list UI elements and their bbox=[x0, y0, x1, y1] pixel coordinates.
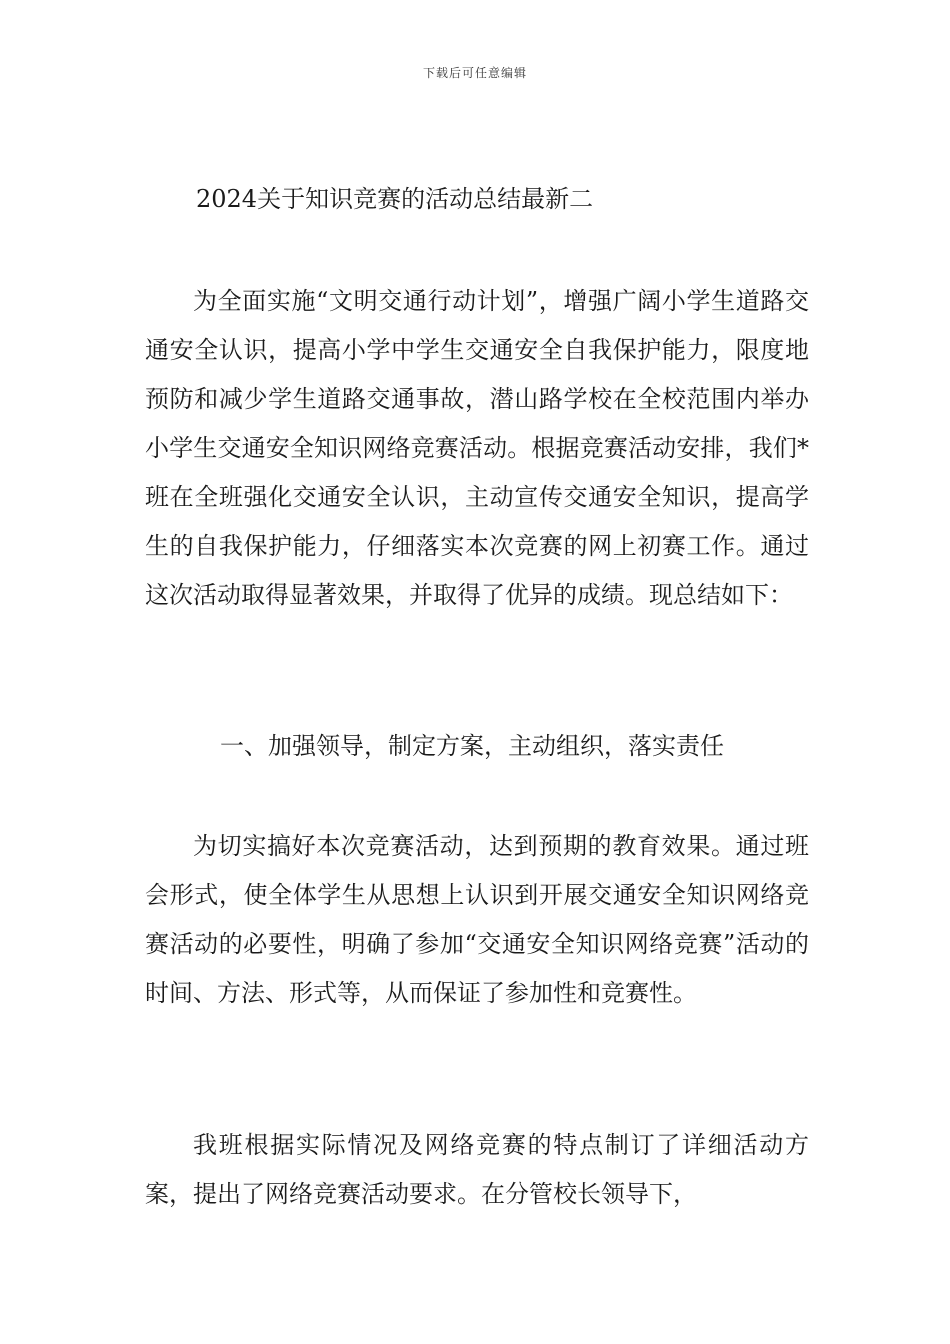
paragraph-section-1-continued: 我班根据实际情况及网络竞赛的特点制订了详细活动方案，提出了网络竞赛活动要求。在分管校长领导下， bbox=[145, 1131, 809, 1208]
section-heading-1: 一、加强领导，制定方案，主动组织，落实责任 bbox=[220, 732, 724, 760]
header-note: 下载后可任意编辑 bbox=[422, 66, 527, 80]
paragraph-intro: 为全面实施“文明交通行动计划”，增强广阔小学生道路交通安全认识，提高小学中学生交通安全自我保护能力，限度地预防和减少学生道路交通事故，潜山路学校在全校范围内举办小学生交通安全知识网络竞赛活动。根据竞赛活动安排，我们*班在全班强化交通安全认识，主动宣传交通安全知识，提高学生的自我保护能力，仔细落实本次竞赛的网上初赛工作。通过这次活动取得显著效果，并取得了优异的成绩。现总结如下： bbox=[145, 287, 809, 609]
paragraph-section-1: 为切实搞好本次竞赛活动，达到预期的教育效果。通过班会形式，使全体学生从思想上认识到开展交通安全知识网络竞赛活动的必要性，明确了参加“交通安全知识网络竞赛”活动的时间、方法、形式等，从而保证了参加性和竞赛性。 bbox=[145, 832, 809, 1007]
document-title: 2024关于知识竞赛的活动总结最新二 bbox=[196, 185, 594, 213]
